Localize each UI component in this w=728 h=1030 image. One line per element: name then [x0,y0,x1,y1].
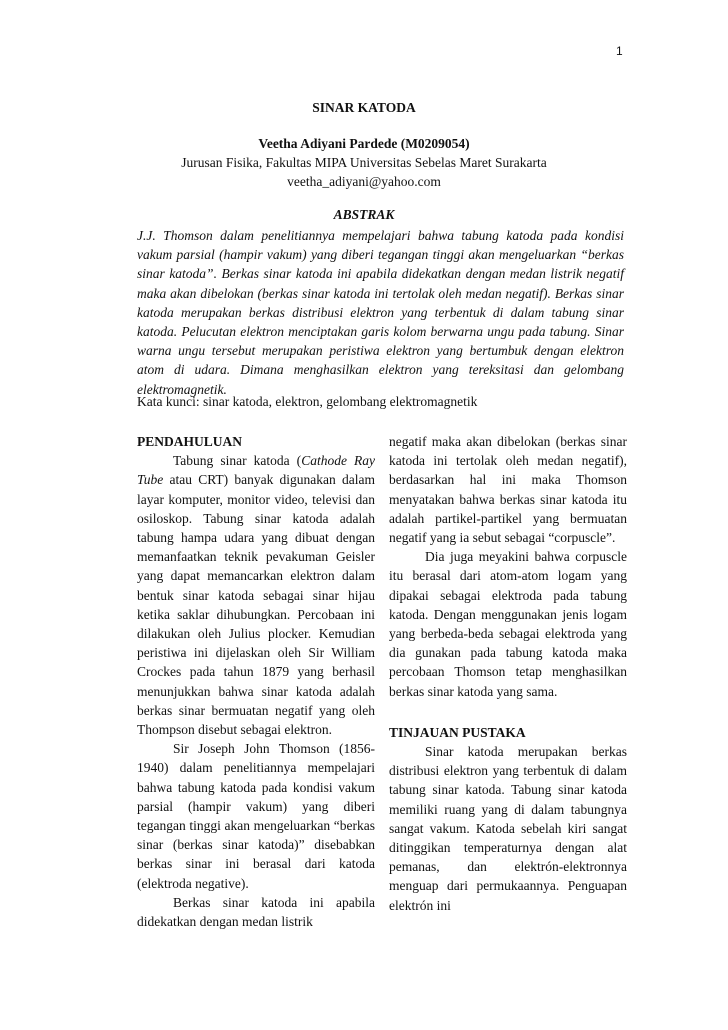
left-column [137,432,375,931]
intro-p1-rest: atau CRT) banyak digunakan dalam layar komputer, monitor video, televisi dan osiloskop. Tabung sinar katoda adalah tabung hampa udara yang dibuat dengan memanfaatkan teknik pevakuman Geisler yang dapat memancarkan elektron dalam bentuk sinar katoda sebagai sinar hijau ketika saklar dihubungkan. Percobaan ini dilakukan oleh Julius plocker. Kemudian peristiwa ini dijelaskan oleh Sir William Crockes pada tahun 1879 yang berhasil menunjukkan bahwa sinar katoda adalah berkas sinar bermuatan negatif yang oleh Thompson disebut sebagai elektron. [137,472,375,738]
intro-paragraph-4: Dia juga meyakini bahwa corpuscle itu berasal dari atom-atom logam yang dipakai sebagai elektroda pada tabung katoda. Dengan menggunakan jenis logam yang berbeda-beda sebagai elektroda yang dia gunakan pada tabung katoda maka percobaan Thomson tetap menghasilkan berkas sinar katoda yang sama. [389,549,627,699]
page-number: 1 [616,44,623,58]
intro-paragraph-2: Sir Joseph John Thomson (1856-1940) dalam penelitiannya mempelajari bahwa tabung katoda pada kondisi vakum parsial (hampir vakum) yang diberi tegangan tinggi akan mengeluarkan “berkas sinar (berkas sinar katoda)” disebabkan berkas sinar ini berasal dari katoda (elektroda negative). [137,741,375,891]
right-column [389,432,627,915]
abstract-heading: ABSTRAK [333,207,395,222]
intro-paragraph-1 [137,451,375,739]
paper-title: SINAR KATODA [312,100,416,115]
intro-p1-italic: Cathode Ray Tube [137,453,375,488]
section-heading-pendahuluan: PENDAHULUAN [137,434,243,449]
intro-paragraph-3: Berkas sinar katoda ini apabila didekatkan dengan medan listrik [137,894,375,930]
section-heading-tinjauan-pustaka: TINJAUAN PUSTAKA [389,724,526,740]
abstract-text: J.J. Thomson dalam penelitiannya mempelajari bahwa tabung katoda pada kondisi vakum parsial (hampir vakum) yang diberi tegangan tinggi akan mengeluarkan “berkas sinar katoda”. Berkas sinar katoda ini apabila didekatkan dengan medan listrik negatif maka akan dibelokan (berkas sinar katoda ini tertolak oleh medan negatif). Berkas sinar katoda merupakan berkas distribusi elektron yang terbentuk di dalam tabung sinar katoda. Pelucutan elektron menciptakan garis kolom berwarna ungu pada tabung. Sinar warna ungu tersebut merupakan peristiwa elektron yang bertumbuk dengan elektron atom di udara. Dimana menghasilkan elektron yang tereksitasi dan gelombang elektromagnetik. [137,228,624,397]
intro-p1-start: Tabung sinar katoda ( [173,453,302,469]
affiliation: Jurusan Fisika, Fakultas MIPA Universitas Sebelas Maret Surakarta [181,155,547,170]
review-paragraph-1: Sinar katoda merupakan berkas distribusi elektron yang terbentuk di dalam tabung sinar katoda. Tabung sinar katoda memiliki ruang yang di dalam tabungnya sangat vakum. Katoda sebelah kiri sangat ditinggikan temperaturnya dengan alat pemanas, dan elektrón-elektronnya menguap dari permukaannya. Penguapan elektrón ini [389,744,627,913]
author-name: Veetha Adiyani Pardede (M0209054) [258,136,470,151]
author-email: veetha_adiyani@yahoo.com [287,174,441,189]
intro-paragraph-3-continued: negatif maka akan dibelokan (berkas sinar katoda ini tertolak oleh medan negatif), berdasarkan hal ini maka Thomson menyatakan bahwa berkas sinar katoda itu adalah partikel-partikel yang bermuatan negatif yang ia sebut sebagai “corpuscle”. [389,434,627,546]
keywords: Kata kunci: sinar katoda, elektron, gelombang elektromagnetik [137,394,478,409]
